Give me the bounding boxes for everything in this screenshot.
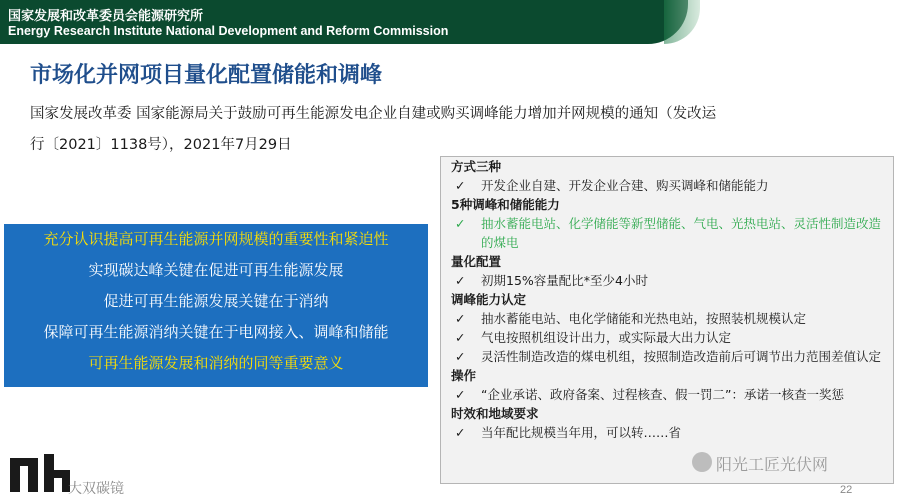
section-heading: 方式三种 — [451, 159, 502, 174]
section-heading: 操作 — [451, 368, 477, 383]
policy-notice — [30, 99, 890, 161]
section-heading: 时效和地域要求 — [451, 406, 539, 421]
key-point-1: 充分认识提高可再生能源并网规模的重要性和紧迫性 — [43, 230, 389, 248]
list-item: ✓ 抽水蓄能电站、电化学储能和光热电站，按照装机规模认定 — [455, 311, 807, 326]
check-icon: ✓ — [455, 178, 466, 193]
list-item: ✓ 开发企业自建、开发企业合建、购买调峰和储能能力 — [455, 178, 769, 193]
policy-details-box — [440, 156, 894, 484]
watermark-right: 阳光工匠光伏网 — [716, 455, 829, 474]
check-icon: ✓ — [455, 349, 466, 364]
list-item: ✓ 当年配比规模当年用，可以转……省 — [455, 425, 682, 440]
section-heading: 调峰能力认定 — [451, 292, 527, 307]
notice-line-1: 国家发展改革委 国家能源局关于鼓励可再生能源发电企业自建或购买调峰能力增加并网规模的通知（发改运 — [30, 106, 717, 122]
check-icon: ✓ — [455, 311, 466, 326]
key-point-3: 促进可再生能源发展关键在于消纳 — [103, 292, 329, 310]
slide-title: 市场化并网项目量化配置储能和调峰 — [30, 63, 383, 88]
key-point-4: 保障可再生能源消纳关键在于电网接入、调峰和储能 — [43, 323, 389, 341]
list-item: ✓ “企业承诺、政府备案、过程核查、假一罚二”：承诺一核查一奖惩 — [455, 387, 844, 402]
notice-line-2: 行〔2021〕1138号），2021年7月29日 — [30, 137, 292, 153]
check-icon: ✓ — [455, 216, 466, 231]
list-item: ✓ 灵活性制造改造的煤电机组，按照制造改造前后可调节出力范围差值认定 — [455, 349, 882, 364]
section-heading: 量化配置 — [451, 254, 502, 269]
check-icon: ✓ — [455, 330, 466, 345]
wechat-icon — [692, 452, 712, 472]
header-bar — [0, 0, 688, 44]
list-item: ✓ 气电按照机组设计出力，或实际最大出力认定 — [455, 330, 732, 345]
key-point-5: 可再生能源发展和消纳的同等重要意义 — [88, 354, 344, 372]
key-points-box — [4, 224, 428, 387]
list-item: ✓ 初期15%容量配比*至少4小时 — [455, 273, 648, 288]
header-accent — [664, 0, 700, 44]
org-name-en: Energy Research Institute National Development and Reform Commission — [8, 24, 449, 38]
check-icon: ✓ — [455, 425, 466, 440]
section-heading: 5种调峰和储能能力 — [451, 197, 560, 212]
key-point-2: 实现碳达峰关键在促进可再生能源发展 — [88, 261, 344, 279]
check-icon: ✓ — [455, 387, 466, 402]
list-item: ✓ 抽水蓄能电站、化学储能等新型储能、气电、光热电站、灵活性制造改造的煤电 — [455, 216, 882, 250]
check-icon: ✓ — [455, 273, 466, 288]
watermark-left: 大双碳镜 — [68, 481, 124, 497]
page-number: 22 — [840, 484, 853, 496]
institute-logo-icon — [8, 452, 74, 496]
org-name-cn: 国家发展和改革委员会能源研究所 — [8, 9, 204, 24]
